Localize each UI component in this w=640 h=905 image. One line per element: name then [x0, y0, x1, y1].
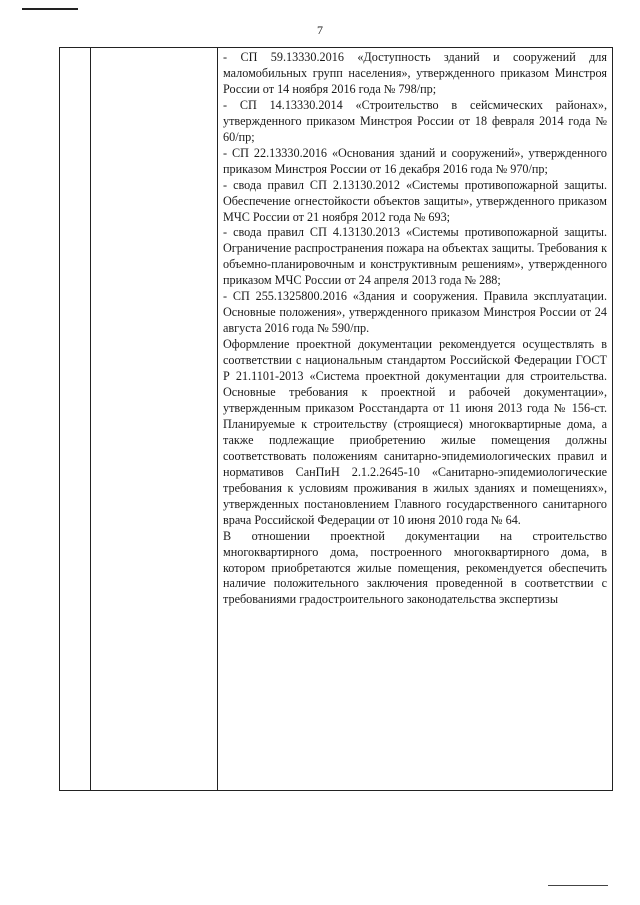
paragraph-sp-4-13130: - свода правил СП 4.13130.2013 «Системы противопожарной защиты. Ограничение распространения пожара на объектах защиты. Требования к объемно-планировочным и конструктивным решениям», утвержденного приказом МЧС России от 24 апреля 2013 года № 288;: [223, 225, 607, 288]
document-table: [59, 47, 613, 791]
paragraph-documentation-format: Оформление проектной документации рекомендуется осуществлять в соответствии с национальным стандартом Российской Федерации ГОСТ Р 21.1101-2013 «Система проектной документации для строительства. Основные требования к проектной и рабочей документации», утвержденным приказом Росстандарта от 11 июня 2013 года № 156-ст. Планируемые к строительству (строящиеся) многоквартирные дома, а также подлежащие приобретению жилые помещения должны соответствовать положениям санитарно-эпидемиологических правил и нормативов СанПиН 2.1.2.2645-10 «Санитарно-эпидемиологические требования к условиям проживания в жилых зданиях и помещениях», утвержденных постановлением Главного государственного санитарного врача Российской Федерации от 10 июня 2010 года № 64.: [223, 337, 607, 527]
text-cell: [223, 50, 607, 608]
scan-mark-bottom: [548, 885, 608, 886]
scan-mark-top: [22, 8, 78, 10]
page-number: 7: [317, 23, 323, 37]
paragraph-sp-2-13130: - свода правил СП 2.13130.2012 «Системы противопожарной защиты. Обеспечение огнестойкости объектов защиты», утвержденного приказом МЧС России от 21 ноября 2012 года № 693;: [223, 177, 607, 224]
paragraph-sp-14: - СП 14.13330.2014 «Строительство в сейсмических районах», утвержденного приказом Минстроя России от 18 февраля 2014 года № 60/пр;: [223, 97, 607, 144]
paragraph-sp-59: - СП 59.13330.2016 «Доступность зданий и сооружений для маломобильных групп населения», утвержденного приказом Минстроя России от 14 ноября 2016 года № 798/пр;: [223, 50, 607, 96]
paragraph-expertise: В отношении проектной документации на строительство многоквартирного дома, построенного многоквартирного дома, в котором приобретаются жилые помещения, рекомендуется обеспечить наличие положительного заключения проведенной в соответствии с требованиями градостроительного законодательства экспертизы: [223, 528, 607, 607]
paragraph-sp-22: - СП 22.13330.2016 «Основания зданий и сооружений», утвержденного приказом Минстроя России от 16 декабря 2016 года № 970/пр;: [223, 145, 607, 176]
paragraph-sp-255: - СП 255.1325800.2016 «Здания и сооружения. Правила эксплуатации. Основные положения», утвержденного приказом Минстроя России от 24 августа 2016 года № 590/пр.: [223, 289, 607, 336]
column-separator-1: [90, 48, 91, 790]
column-separator-2: [217, 48, 218, 790]
